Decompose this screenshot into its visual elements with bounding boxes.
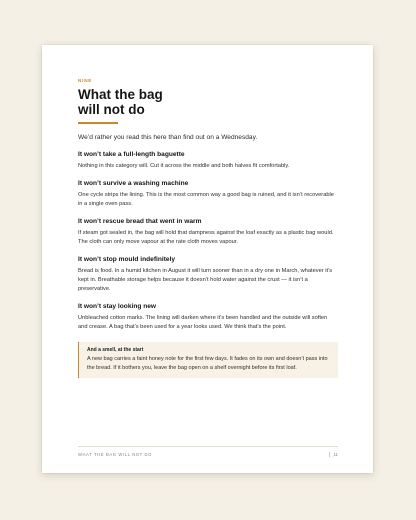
section-heading: It won’t survive a washing machine: [78, 179, 189, 187]
section-heading: It won’t rescue bread that went in warm: [78, 217, 202, 225]
title-rule: [78, 122, 118, 124]
running-title: WHAT THE BAG WILL NOT DO: [78, 452, 152, 457]
page-footer: [78, 446, 338, 457]
page-content: [78, 78, 338, 378]
section-body: One cycle strips the lining. This is the most common way a good bag is ruined, and it isn’t recoverable in a single oven pass.: [78, 191, 334, 207]
section-body: Nothing in this category will. Cut it across the middle and both halves fit comfortably.: [78, 162, 290, 169]
document-page: [42, 45, 373, 473]
section-heading: It won’t take a full-length baguette: [78, 150, 185, 158]
page-title: What the bag will not do: [78, 87, 163, 117]
section-body: Unbleached cotton marks. The lining will darken where it’s been handled and the outside will soften and crease. A bag that’s been used for a year looks used. We think that’s the point.: [78, 314, 328, 330]
section-washing-machine: [78, 180, 338, 209]
section-heading: It won’t stop mould indefinitely: [78, 255, 176, 263]
callout-body: A new bag carries a faint honey note for the first few days. It fades on its own and doesn’t pass into the bread. If it bothers you, leave the bag open on a shelf overnight before its first loaf.: [87, 355, 328, 371]
section-mould: [78, 256, 338, 294]
callout-heading: And a smell, at the start: [87, 346, 144, 353]
page-number: 11: [329, 452, 338, 457]
lead-paragraph: We’d rather you read this here than find out on a Wednesday.: [78, 133, 258, 141]
section-body: If steam got sealed in, the bag will hold that dampness against the loaf exactly as a plastic bag would. The cloth can only move vapour at the rate cloth moves vapour.: [78, 229, 334, 245]
section-looking-new: [78, 303, 338, 332]
section-baguette: [78, 151, 338, 171]
section-body: Bread is food. In a humid kitchen in August it will turn sooner than in a dry one in March, whatever it’s kept in. Breathable storage helps because it doesn’t hold water against the crust — it isn’t a preservative.: [78, 267, 333, 292]
chapter-eyebrow: NINE: [78, 78, 93, 83]
section-heading: It won’t stay looking new: [78, 302, 157, 310]
callout-box: [78, 342, 338, 378]
section-warm-bread: [78, 218, 338, 247]
